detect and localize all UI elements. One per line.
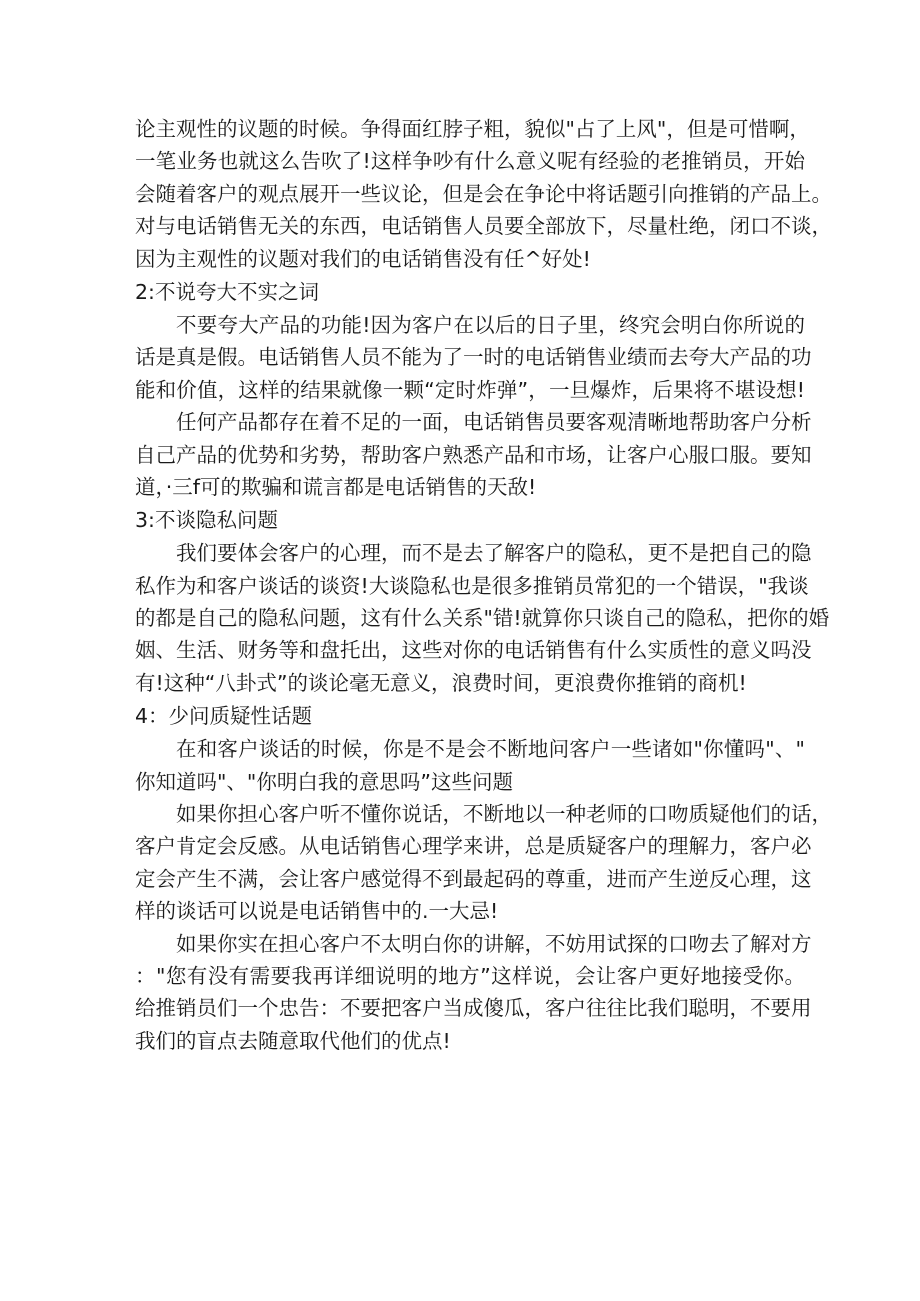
text-line: 如果你实在担心客户不太明白你的讲解，不妨用试探的口吻去了解对方 [176,931,812,956]
paragraph-4c [135,928,812,1058]
paragraph-2b [135,406,812,503]
text-line: 论主观性的议题的时候。争得面红脖子粗，貌似"占了上风"，但是可惜啊， [135,117,810,141]
document-body [135,113,832,1057]
text-line: 样的谈话可以说是电话销售中的.一大忌! [135,899,499,924]
text-line: 一笔业务也就这么告吹了!这样争吵有什么意义呢有经验的老推销员，开始 [135,149,805,174]
text-line: 在和客户谈话的时候，你是不是会不断地问客户一些诸如"你懂吗"、" [176,737,805,762]
text-line: 我们的盲点去随意取代他们的优点! [135,1028,451,1053]
text-line: 因为主观性的议题对我们的电话销售没有任^好处! [135,246,591,271]
text-line: 不要夸大产品的功能!因为客户在以后的日子里，终究会明白你所说的 [176,312,805,337]
text-line: 的都是自己的隐私问题，这有什么关系"错!就算你只谈自己的隐私，把你的婚 [135,606,830,631]
text-line: 任何产品都存在着不足的一面，电话销售员要客观清晰地帮助客户分析 [176,410,812,435]
text-line: 你知道吗"、"你明白我的意思吗”这些问题 [135,769,513,794]
paragraph-2a [135,309,812,406]
paragraph-4a [135,733,805,798]
text-line: 客户肯定会反感。从电话销售心理学来讲，总是质疑客户的理解力，客户必 [135,834,812,859]
text-line: 定会产生不满，会让客户感觉得不到最起码的尊重，进而产生逆反心理，这 [135,866,812,891]
text-line: 私作为和客户谈话的谈资!大谈隐私也是很多推销员常犯的一个错误，"我谈 [135,573,809,598]
text-line: 我们要体会客户的心理，而不是去了解客户的隐私，更不是把自己的隐 [176,541,812,566]
text-line: 话是真是假。电话销售人员不能为了一时的电话销售业绩而去夸大产品的功 [135,345,812,370]
section-heading-3: 3:不谈隐私问题 [135,508,278,533]
paragraph-4b [135,798,832,928]
text-line: 对与电话销售无关的东西，电话销售人员要全部放下，尽量杜绝，闭口不谈， [135,214,832,239]
text-line: 能和价值，这样的结果就像一颗“定时炸弹”，一旦爆炸，后果将不堪设想! [135,377,805,402]
text-line: ："您有没有需要我再详细说明的地方”这样说，会让客户更好地接受你。 [135,963,805,988]
text-line: 姻、生活、财务等和盘托出，这些对你的电话销售有什么实质性的意义吗没 [135,638,812,663]
text-line: 有!这种“八卦式”的谈论毫无意义，浪费时间，更浪费你推销的商机! [135,670,747,695]
text-line: 给推销员们一个忠告：不要把客户当成傻瓜，客户往往比我们聪明，不要用 [135,996,812,1021]
paragraph-intro [135,113,832,275]
section-heading-2: 2:不说夸大不实之词 [135,279,319,304]
paragraph-3 [135,537,830,699]
text-line: 如果你担心客户听不懂你说话，不断地以一种老师的口吻质疑他们的话， [176,802,832,827]
text-line: 会随着客户的观点展开一些议论，但是会在争论中将话题引向推销的产品上。 [135,181,832,206]
text-line: 道，·三f可的欺骗和谎言都是电话销售的天敌! [135,474,537,499]
section-heading-4: 4：少问质疑性话题 [135,704,313,729]
text-line: 自己产品的优势和劣势，帮助客户熟悉产品和市场，让客户心服口服。要知 [135,442,812,467]
